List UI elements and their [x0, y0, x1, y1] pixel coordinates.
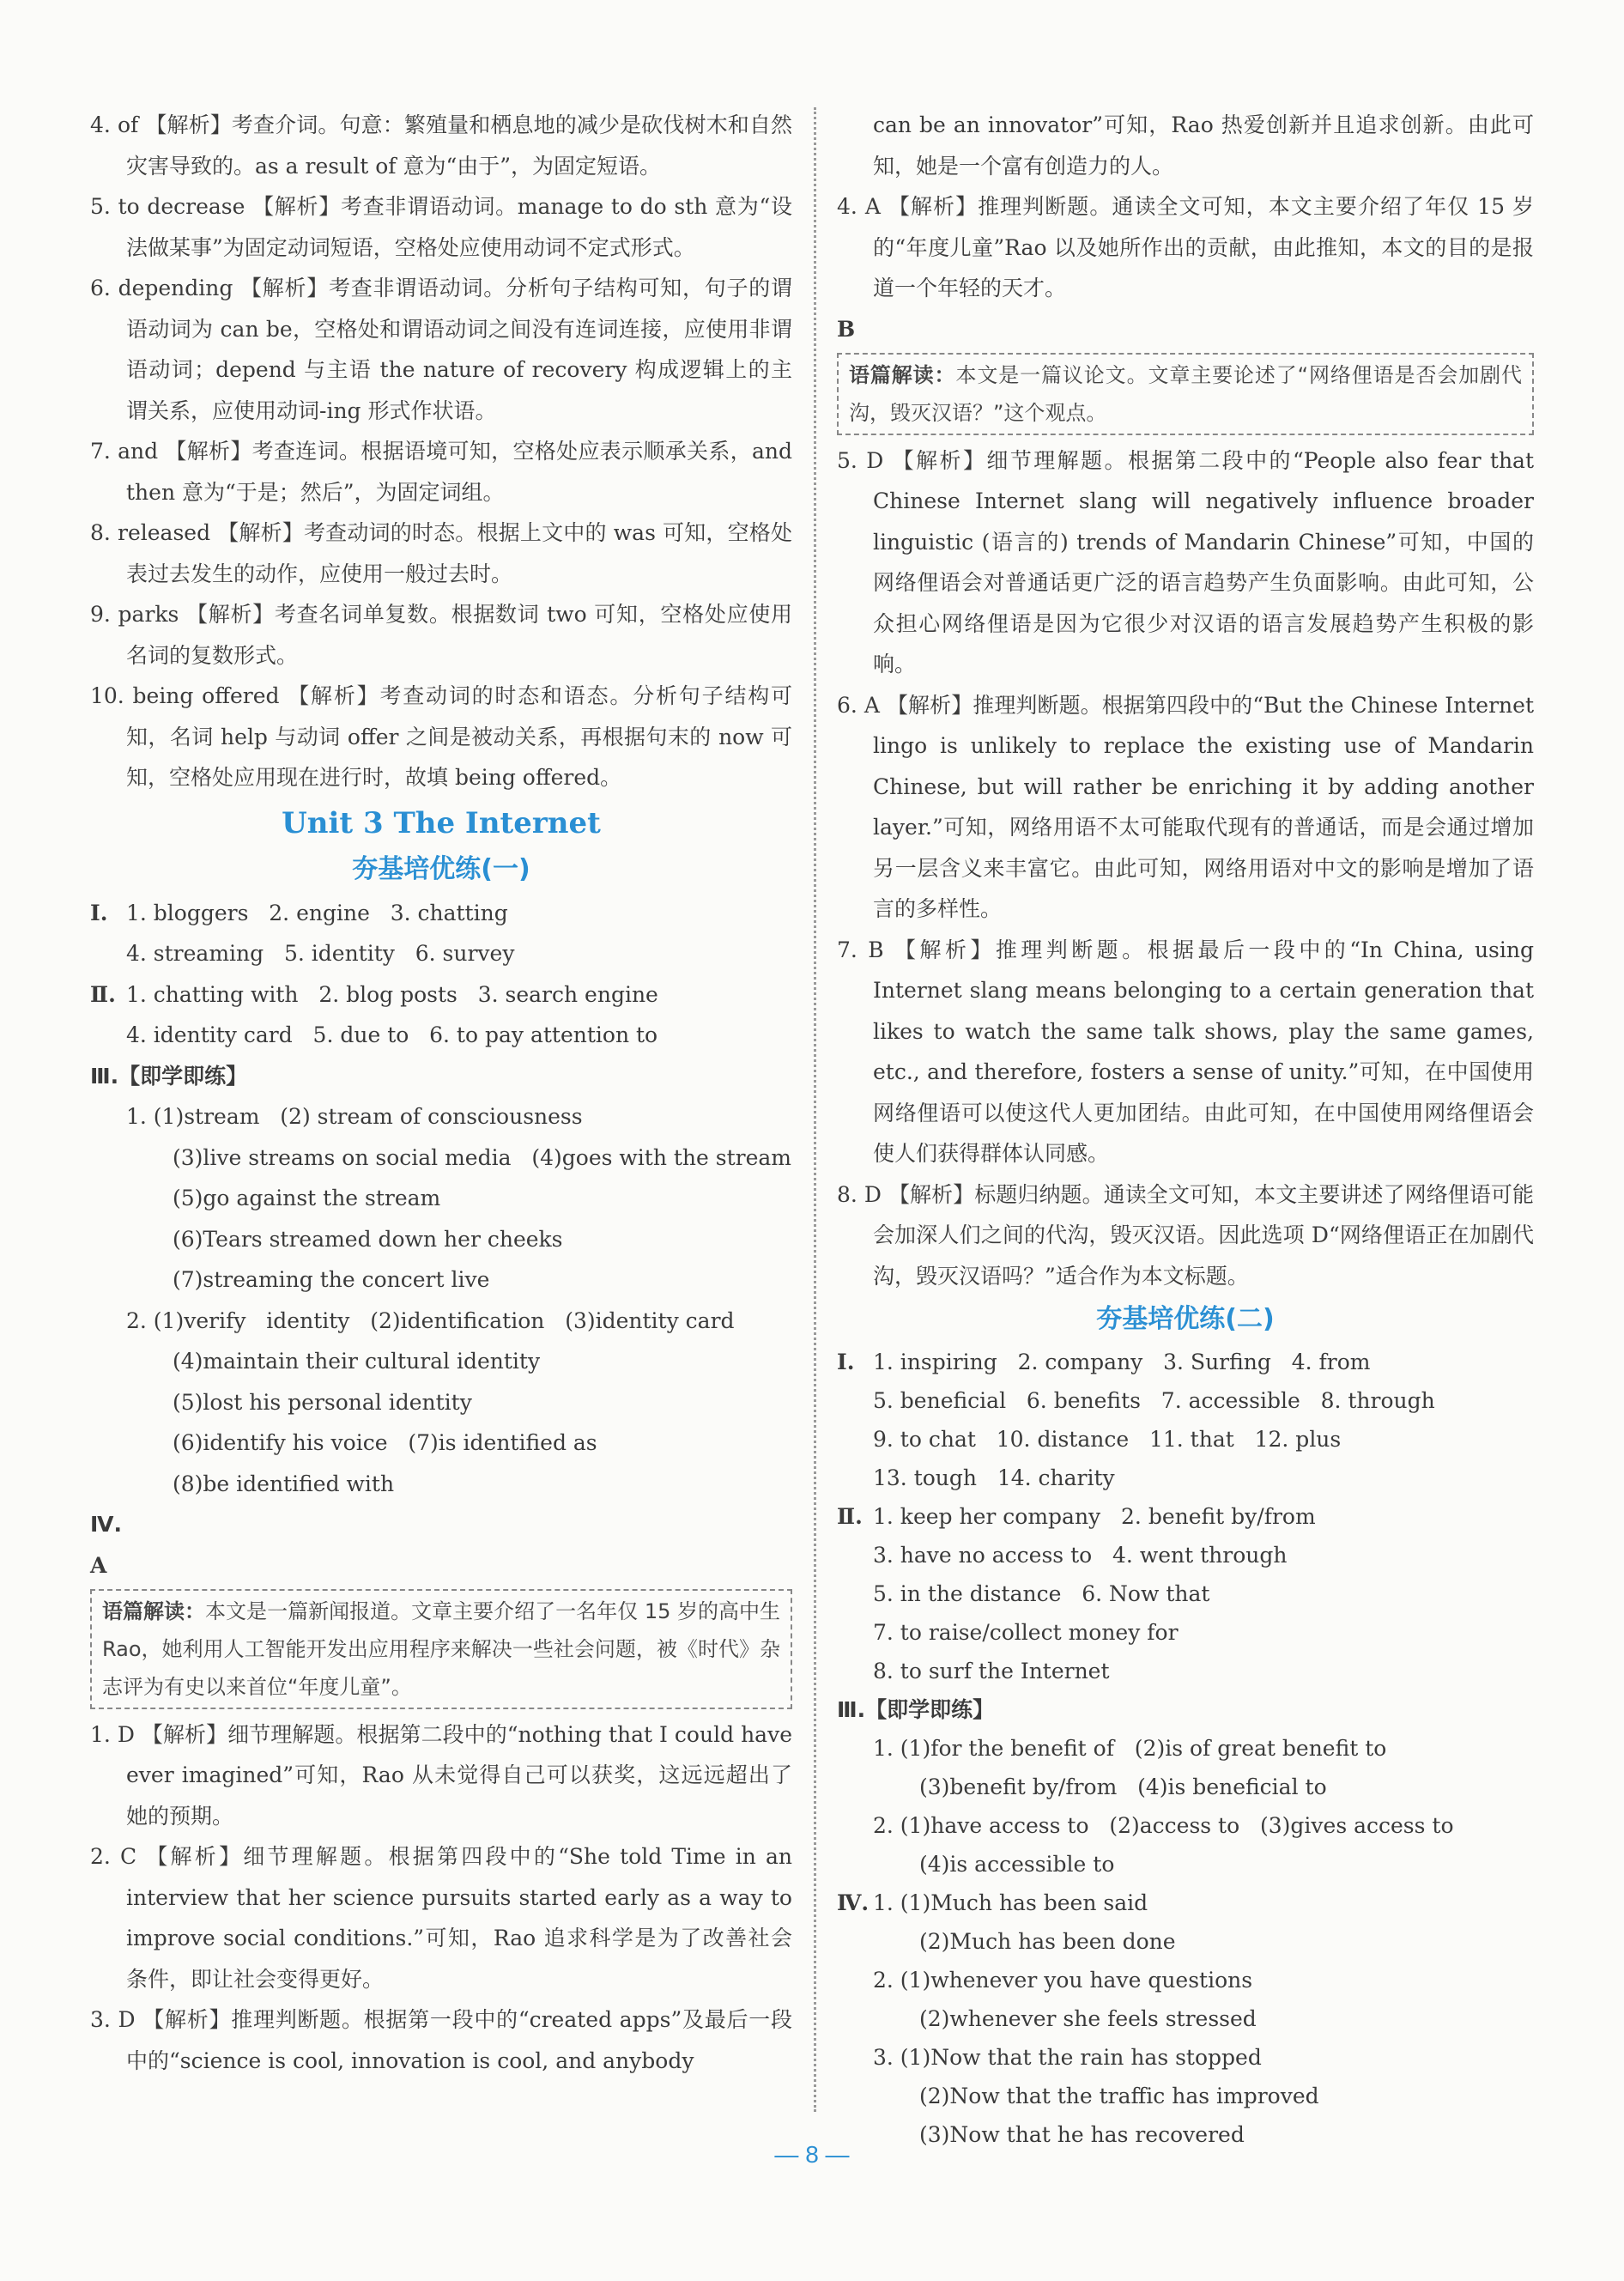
answer-item: 1. D 【解析】细节理解题。根据第二段中的“nothing that I could have ever imagined”可知，Rao 从未觉得自己可以获奖，这远远超出了她的预期。 — [90, 1721, 792, 1829]
part-line: 4. identity card 5. due to 6. to pay attention to — [126, 1022, 658, 1047]
answer-item: 2. C 【解析】细节理解题。根据第四段中的“She told Time in an interview that her science pursuits started early as a way to improve social conditions.”可知，Rao 追求科学是为了改善社会条件，即让社会变得更好。 — [90, 1844, 792, 1992]
part-line: (2)Much has been done — [919, 1929, 1176, 1954]
part-line: Ⅰ. 1. bloggers 2. engine 3. chatting — [90, 900, 508, 925]
answer-item: 10. being offered 【解析】考查动词的时态和语态。分析句子结构可知，名词 help 与动词 offer 之间是被动关系，再根据句末的 now 可知，空格处应用现在进行时，故填 being offered。 — [90, 683, 792, 790]
part-heading: Ⅲ.【即学即练】 — [90, 1063, 248, 1089]
left-column — [90, 105, 792, 2081]
part-heading: Ⅲ.【即学即练】 — [837, 1697, 995, 1722]
part-line: (6)identify his voice (7)is identified as — [173, 1430, 597, 1455]
answer-item: 8. released 【解析】考查动词的时态。根据上文中的 was 可知，空格处表过去发生的动作，应使用一般过去时。 — [90, 520, 792, 586]
reading-summary: 语篇解读：本文是一篇新闻报道。文章主要介绍了一名年仅 15 岁的高中生 Rao，她利用人工智能开发出应用程序来解决一些社会问题，被《时代》杂志评为有史以来首位“年度儿童”。 — [90, 1589, 792, 1709]
column-divider — [814, 107, 816, 2112]
part-line: (3)live streams on social media (4)goes with the stream — [173, 1144, 791, 1170]
page-number: — 8 — — [774, 2141, 850, 2168]
answer-item: 7. B 【解析】推理判断题。根据最后一段中的“In China, using Internet slang means belonging to a certain generation that likes to watch the same talk shows, play the same games, etc., and therefore, fosters a sense of unity.”可知，在中国使用网络俚语可以使这代人更加团结。由此可知，在中国使用网络俚语会使人们获得群体认同感。 — [837, 937, 1534, 1166]
answer-item: 5. D 【解析】细节理解题。根据第二段中的“People also fear that Chinese Internet slang will negatively influence broader linguistic (语言的) trends of Mandarin Chinese”可知，中国的网络俚语会对普通话更广泛的语言趋势产生负面影响。由此可知，公众担心网络俚语是因为它很少对汉语的语言发展趋势产生积极的影响。 — [837, 447, 1534, 676]
answer-item: 7. and 【解析】考查连词。根据语境可知，空格处应表示顺承关系，and then 意为“于是；然后”，为固定词组。 — [90, 439, 792, 505]
reading-summary: 语篇解读：本文是一篇议论文。文章主要论述了“网络俚语是否会加剧代沟，毁灭汉语？”这个观点。 — [837, 353, 1534, 435]
part-line: 2. (1)whenever you have questions — [873, 1968, 1253, 1993]
section-title: 夯基培优练(二) — [1096, 1304, 1275, 1334]
answer-item: 3. D 【解析】推理判断题。根据第一段中的“created apps”及最后一段中的“science is cool, innovation is cool, and anybody — [90, 2007, 792, 2073]
part-line: 1. (1)stream (2) stream of consciousness — [126, 1104, 583, 1129]
answer-item: 5. to decrease 【解析】考查非谓语动词。manage to do sth 意为“设法做某事”为固定动词短语，空格处应使用动词不定式形式。 — [90, 194, 792, 260]
part-line: 1. (1)for the benefit of (2)is of great benefit to — [873, 1736, 1387, 1761]
unit-title: Unit 3 The Internet — [282, 805, 601, 840]
answer-item: 6. A 【解析】推理判断题。根据第四段中的“But the Chinese Internet lingo is unlikely to replace the existing use of Mandarin Chinese, but will rather be enriching it by adding another layer.”可知，网络用语不太可能取代现有的普通话，而是会通过增加另一层含义来丰富它。由此可知，网络用语对中文的影响是增加了语言的多样性。 — [837, 692, 1534, 921]
passage-letter: B — [837, 316, 856, 342]
part-line: (4)is accessible to — [919, 1852, 1115, 1877]
answer-item: 8. D 【解析】标题归纳题。通读全文可知，本文主要讲述了网络俚语可能会加深人们之间的代沟，毁灭汉语。因此选项 D“网络俚语正在加剧代沟，毁灭汉语吗？”适合作为本文标题。 — [837, 1181, 1535, 1289]
part-line: (4)maintain their cultural identity — [173, 1349, 541, 1374]
section-title: 夯基培优练(一) — [352, 853, 530, 884]
right-column — [837, 105, 1534, 2154]
part-line: 3. (1)Now that the rain has stopped — [873, 2045, 1262, 2070]
part-line: Ⅱ. 1. keep her company 2. benefit by/from — [837, 1504, 1316, 1529]
part-line: (2)Now that the traffic has improved — [919, 2084, 1319, 2108]
part-line: Ⅱ. 1. chatting with 2. blog posts 3. search engine — [90, 981, 658, 1007]
part-line: 5. beneficial 6. benefits 7. accessible 8. through — [873, 1388, 1435, 1413]
part-line: Ⅰ. 1. inspiring 2. company 3. Surfing 4. from — [837, 1350, 1371, 1374]
part-line: (5)lost his personal identity — [173, 1389, 472, 1415]
part-line: (7)streaming the concert live — [173, 1267, 490, 1292]
part-line: (6)Tears streamed down her cheeks — [173, 1226, 563, 1252]
part-line: (2)whenever she feels stressed — [919, 2006, 1257, 2031]
part-line: 2. (1)have access to (2)access to (3)gives access to — [873, 1813, 1454, 1838]
part-line: 13. tough 14. charity — [873, 1465, 1115, 1490]
part-line: Ⅳ. 1. (1)Much has been said — [837, 1890, 1148, 1915]
part-line: 8. to surf the Internet — [873, 1659, 1110, 1683]
part-line: (8)be identified with — [173, 1471, 395, 1496]
part-line: (3)benefit by/from (4)is beneficial to — [919, 1774, 1327, 1799]
part-heading: Ⅳ. — [90, 1512, 122, 1537]
part-line: 5. in the distance 6. Now that — [873, 1581, 1210, 1606]
passage-letter: A — [90, 1552, 107, 1578]
answer-continuation: can be an innovator”可知，Rao 热爱创新并且追求创新。由此可知，她是一个富有创造力的人。 — [873, 112, 1534, 179]
answer-item: 6. depending 【解析】考查非谓语动词。分析句子结构可知，句子的谓语动词为 can be，空格处和谓语动词之间没有连词连接，应使用非谓语动词；depend 与主语 the nature of recovery 构成逻辑上的主谓关系，应使用动词-ing 形式作状语。 — [90, 276, 792, 423]
part-line: 7. to raise/collect money for — [873, 1620, 1179, 1645]
part-line: (5)go against the stream — [173, 1186, 441, 1210]
part-line: 2. (1)verify identity (2)identification (3)identity card — [126, 1307, 735, 1333]
part-line: 3. have no access to 4. went through — [873, 1543, 1288, 1568]
part-line: 9. to chat 10. distance 11. that 12. plus — [873, 1427, 1342, 1452]
part-line: (3)Now that he has recovered — [919, 2122, 1245, 2147]
answer-item: 9. parks 【解析】考查名词单复数。根据数词 two 可知，空格处应使用名词的复数形式。 — [90, 602, 792, 668]
answer-item: 4. of 【解析】考查介词。句意：繁殖量和栖息地的减少是砍伐树木和自然灾害导致的。as a result of 意为“由于”，为固定短语。 — [90, 112, 792, 179]
answer-item: 4. A 【解析】推理判断题。通读全文可知，本文主要介绍了年仅 15 岁的“年度儿童”Rao 以及她所作出的贡献，由此推知，本文的目的是报道一个年轻的天才。 — [837, 194, 1534, 300]
part-line: 4. streaming 5. identity 6. survey — [126, 941, 515, 966]
